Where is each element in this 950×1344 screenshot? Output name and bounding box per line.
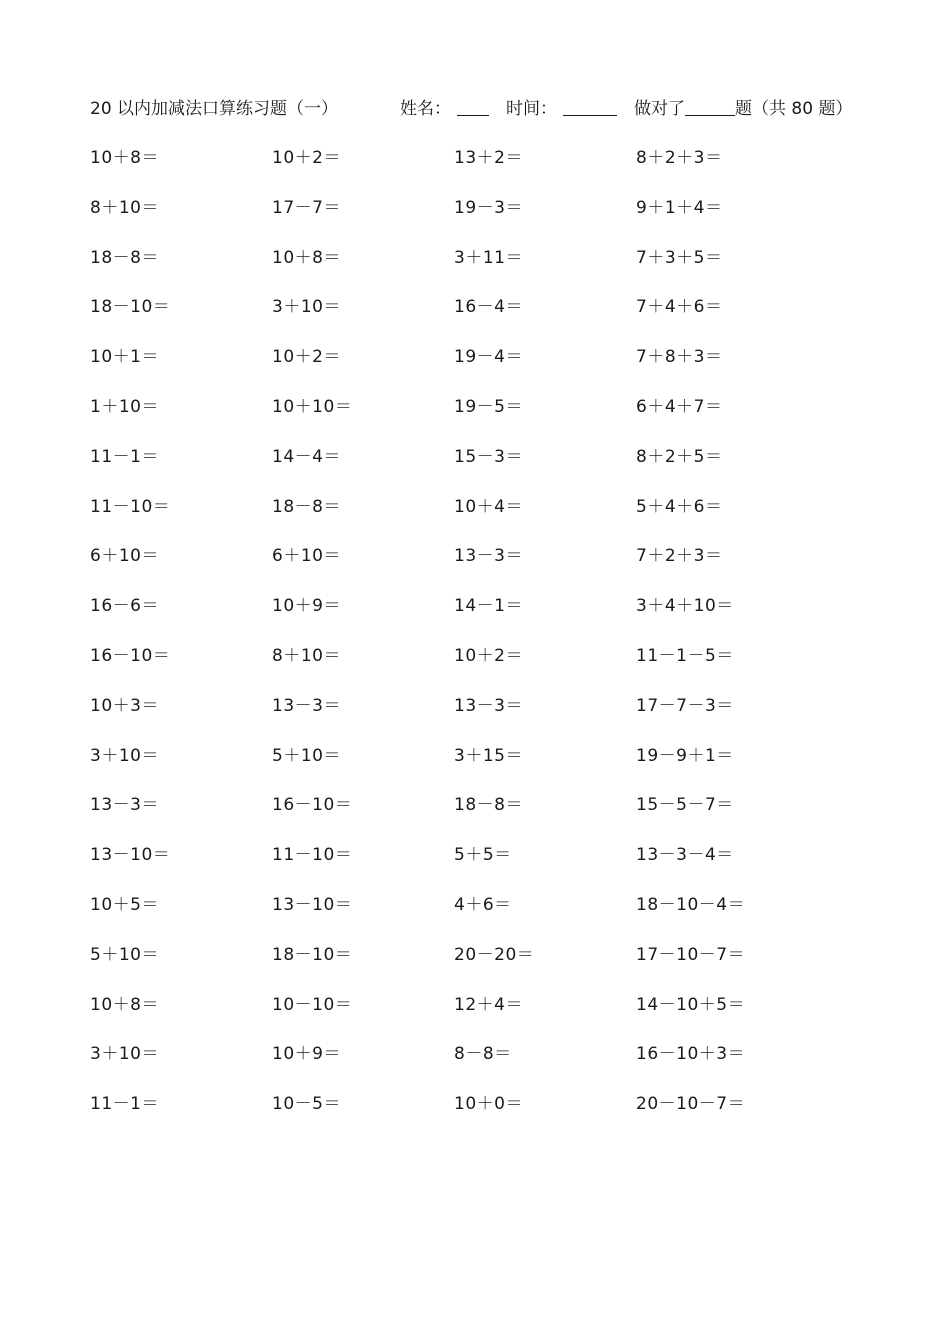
problem-row <box>90 444 830 494</box>
math-problem: 3＋10＝ <box>90 745 159 766</box>
name-blank <box>457 99 489 116</box>
worksheet-title: 20 以内加减法口算练习题（一） <box>90 99 339 119</box>
math-problem: 7＋8＋3＝ <box>636 347 723 368</box>
math-problem: 15－3＝ <box>454 446 523 467</box>
math-problem: 18－10－4＝ <box>636 894 746 915</box>
problem-row <box>90 294 830 344</box>
problem-row <box>90 593 830 643</box>
math-problem: 11－1－5＝ <box>636 645 734 666</box>
math-problem: 7＋4＋6＝ <box>636 297 723 318</box>
time-field <box>506 96 617 122</box>
time-label: 时间： <box>506 99 557 119</box>
math-problem: 11－1＝ <box>90 1094 159 1115</box>
math-problem: 13－3＝ <box>90 795 159 816</box>
math-problem: 19－5＝ <box>454 396 523 417</box>
problem-row <box>90 643 830 693</box>
math-problem: 10－5＝ <box>272 1094 341 1115</box>
math-problem: 13－3＝ <box>454 695 523 716</box>
math-problem: 18－8＝ <box>272 496 341 517</box>
math-problem: 4＋6＝ <box>454 894 512 915</box>
math-problem: 10＋0＝ <box>454 1094 523 1115</box>
math-problem: 15－5－7＝ <box>636 795 734 816</box>
math-problem: 10＋2＝ <box>272 148 341 168</box>
time-blank <box>563 99 617 116</box>
math-problem: 19－3＝ <box>454 197 523 218</box>
math-problem: 20－20＝ <box>454 944 535 965</box>
math-problem: 10＋5＝ <box>90 894 159 915</box>
math-problem: 13－10＝ <box>90 845 171 866</box>
math-problem: 18－8＝ <box>454 795 523 816</box>
math-problem: 10＋9＝ <box>272 596 341 617</box>
math-problem: 10－10＝ <box>272 994 353 1015</box>
math-problem: 12＋4＝ <box>454 994 523 1015</box>
math-problem: 8＋2＋5＝ <box>636 446 723 467</box>
math-problem: 10＋9＝ <box>272 1044 341 1065</box>
math-problem: 1＋10＝ <box>90 396 159 417</box>
math-problem: 16－10＋3＝ <box>636 1044 746 1065</box>
math-problem: 3＋15＝ <box>454 745 523 766</box>
math-problem: 20－10－7＝ <box>636 1094 746 1115</box>
name-label: 姓名： <box>400 99 451 119</box>
math-problem: 10＋8＝ <box>90 994 159 1015</box>
math-problem: 17－10－7＝ <box>636 944 746 965</box>
math-problem: 10＋2＝ <box>272 347 341 368</box>
problem-grid <box>90 145 830 1141</box>
score-blank <box>685 99 735 116</box>
problem-row <box>90 145 830 195</box>
problem-row <box>90 245 830 295</box>
math-problem: 18－10＝ <box>90 297 171 318</box>
math-problem: 13＋2＝ <box>454 148 523 168</box>
math-problem: 7＋3＋5＝ <box>636 247 723 268</box>
math-problem: 5＋4＋6＝ <box>636 496 723 517</box>
math-problem: 14－10＋5＝ <box>636 994 746 1015</box>
math-problem: 8＋10＝ <box>272 645 341 666</box>
math-problem: 8＋2＋3＝ <box>636 148 723 168</box>
math-problem: 10＋1＝ <box>90 347 159 368</box>
math-problem: 10＋2＝ <box>454 645 523 666</box>
math-problem: 13－3－4＝ <box>636 845 734 866</box>
problem-row <box>90 743 830 793</box>
problem-row <box>90 394 830 444</box>
math-problem: 10＋8＝ <box>272 247 341 268</box>
math-problem: 9＋1＋4＝ <box>636 197 723 218</box>
math-problem: 8－8＝ <box>454 1044 512 1065</box>
math-problem: 11－10＝ <box>90 496 171 517</box>
score-suffix: 题（共 80 题） <box>735 99 853 119</box>
math-problem: 6＋10＝ <box>272 546 341 567</box>
math-problem: 17－7－3＝ <box>636 695 734 716</box>
math-problem: 18－8＝ <box>90 247 159 268</box>
math-problem: 19－9＋1＝ <box>636 745 734 766</box>
math-problem: 13－3＝ <box>454 546 523 567</box>
problem-row <box>90 792 830 842</box>
math-problem: 19－4＝ <box>454 347 523 368</box>
math-problem: 7＋2＋3＝ <box>636 546 723 567</box>
math-problem: 11－1＝ <box>90 446 159 467</box>
math-problem: 6＋10＝ <box>90 546 159 567</box>
math-problem: 5＋10＝ <box>90 944 159 965</box>
math-problem: 10＋10＝ <box>272 396 353 417</box>
math-problem: 5＋5＝ <box>454 845 512 866</box>
math-problem: 14－4＝ <box>272 446 341 467</box>
problem-row <box>90 693 830 743</box>
math-problem: 16－4＝ <box>454 297 523 318</box>
problem-row <box>90 992 830 1042</box>
problem-row <box>90 942 830 992</box>
math-problem: 6＋4＋7＝ <box>636 396 723 417</box>
math-problem: 3＋4＋10＝ <box>636 596 734 617</box>
math-problem: 16－10＝ <box>90 645 171 666</box>
math-problem: 18－10＝ <box>272 944 353 965</box>
math-problem: 17－7＝ <box>272 197 341 218</box>
math-problem: 8＋10＝ <box>90 197 159 218</box>
score-field <box>634 96 852 122</box>
problem-row <box>90 1041 830 1091</box>
problem-row <box>90 842 830 892</box>
problem-row <box>90 344 830 394</box>
problem-row <box>90 892 830 942</box>
math-problem: 3＋10＝ <box>272 297 341 318</box>
math-problem: 16－6＝ <box>90 596 159 617</box>
problem-row <box>90 1091 830 1141</box>
math-problem: 10＋3＝ <box>90 695 159 716</box>
math-problem: 13－10＝ <box>272 894 353 915</box>
math-problem: 11－10＝ <box>272 845 353 866</box>
math-problem: 3＋10＝ <box>90 1044 159 1065</box>
math-problem: 14－1＝ <box>454 596 523 617</box>
math-problem: 10＋4＝ <box>454 496 523 517</box>
score-prefix: 做对了 <box>634 99 685 119</box>
problem-row <box>90 195 830 245</box>
math-problem: 13－3＝ <box>272 695 341 716</box>
math-problem: 16－10＝ <box>272 795 353 816</box>
name-field <box>400 96 489 122</box>
problem-row <box>90 543 830 593</box>
math-problem: 5＋10＝ <box>272 745 341 766</box>
problem-row <box>90 494 830 544</box>
math-problem: 3＋11＝ <box>454 247 523 268</box>
math-problem: 10＋8＝ <box>90 148 159 168</box>
